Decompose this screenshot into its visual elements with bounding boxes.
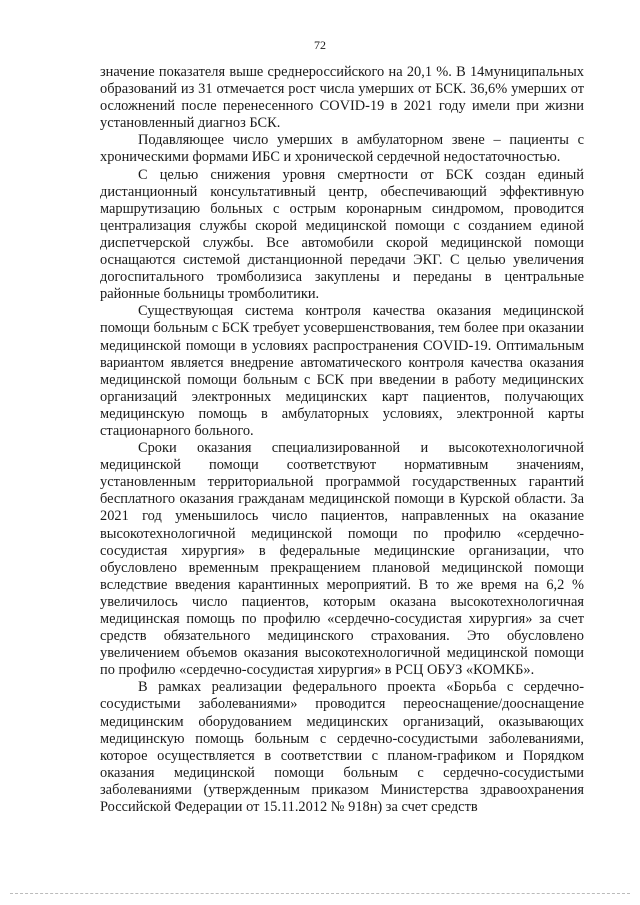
paragraph-3: С целью снижения уровня смертности от БСК создан единый дистанционный консультативный центр, обеспечивающий эффективную маршрутизацию больных с острым коронарным синдромом, проводится централизация службы скорой медицинской помощи с созданием единой диспетчерской службы. Все автомобили скорой медицинской помощи оснащаются системой дистанционной передачи ЭКГ. С целью увеличения догоспитального тромболизиса закуплены и переданы в центральные районные больницы тромболитики. <box>100 166 584 303</box>
document-body <box>100 64 584 816</box>
paragraph-2: Подавляющее число умерших в амбулаторном звене – пациенты с хроническими формами ИБС и хронической сердечной недостаточностью. <box>100 132 584 166</box>
scan-edge-divider <box>10 893 630 894</box>
paragraph-4: Существующая система контроля качества оказания медицинской помощи больным с БСК требует усовершенствования, тем более при оказании медицинской помощи в условиях распространения COVID-19. Оптимальным вариантом является внедрение автоматического контроля качества оказания медицинской помощи больным с БСК при введении в работу медицинских организаций электронных медицинских карт пациентов, получающих медицинскую помощь в амбулаторных условиях, электронной карты стационарного больного. <box>100 303 584 439</box>
paragraph-1: значение показателя выше среднероссийского на 20,1 %. В 14муниципальных образований из 31 отмечается рост числа умерших от БСК. 36,6% умерших от осложнений после перенесенного COVID-19 в 2021 году имели при жизни установленный диагноз БСК. <box>100 64 584 132</box>
paragraph-6: В рамках реализации федерального проекта «Борьба с сердечно-сосудистыми заболеваниями» проводится переоснащение/дооснащение медицинским оборудованием медицинских организаций, оказывающих медицинскую помощь больным с сердечно-сосудистыми заболеваниями, которое осуществляется в соответствии с планом-графиком и Порядком оказания медицинской помощи больным с сердечно-сосудистыми заболеваниями (утвержденным приказом Министерства здравоохранения Российской Федерации от 15.11.2012 № 918н) за счет средств <box>100 679 584 816</box>
paragraph-5: Сроки оказания специализированной и высокотехнологичной медицинской помощи соответствуют нормативным значениям, установленным территориальной программой государственных гарантий бесплатного оказания гражданам медицинской помощи в Курской области. За 2021 год уменьшилось число пациентов, направленных на оказание высокотехнологичной медицинской помощи по профилю «сердечно-сосудистая хирургия» в федеральные медицинские организации, что обусловлено временным прекращением плановой медицинской помощи вследствие введения карантинных мероприятий. В то же время на 6,2 % увеличилось число пациентов, которым оказана высокотехнологичная медицинская помощь по профилю «сердечно-сосудистая хирургия» за счет средств обязательного медицинского страхования. Это обусловлено увеличением объемов оказания высокотехнологичной медицинской помощи по профилю «сердечно-сосудистая хирургия» в РСЦ ОБУЗ «КОМКБ». <box>100 440 584 679</box>
page-number: 72 <box>314 38 326 52</box>
